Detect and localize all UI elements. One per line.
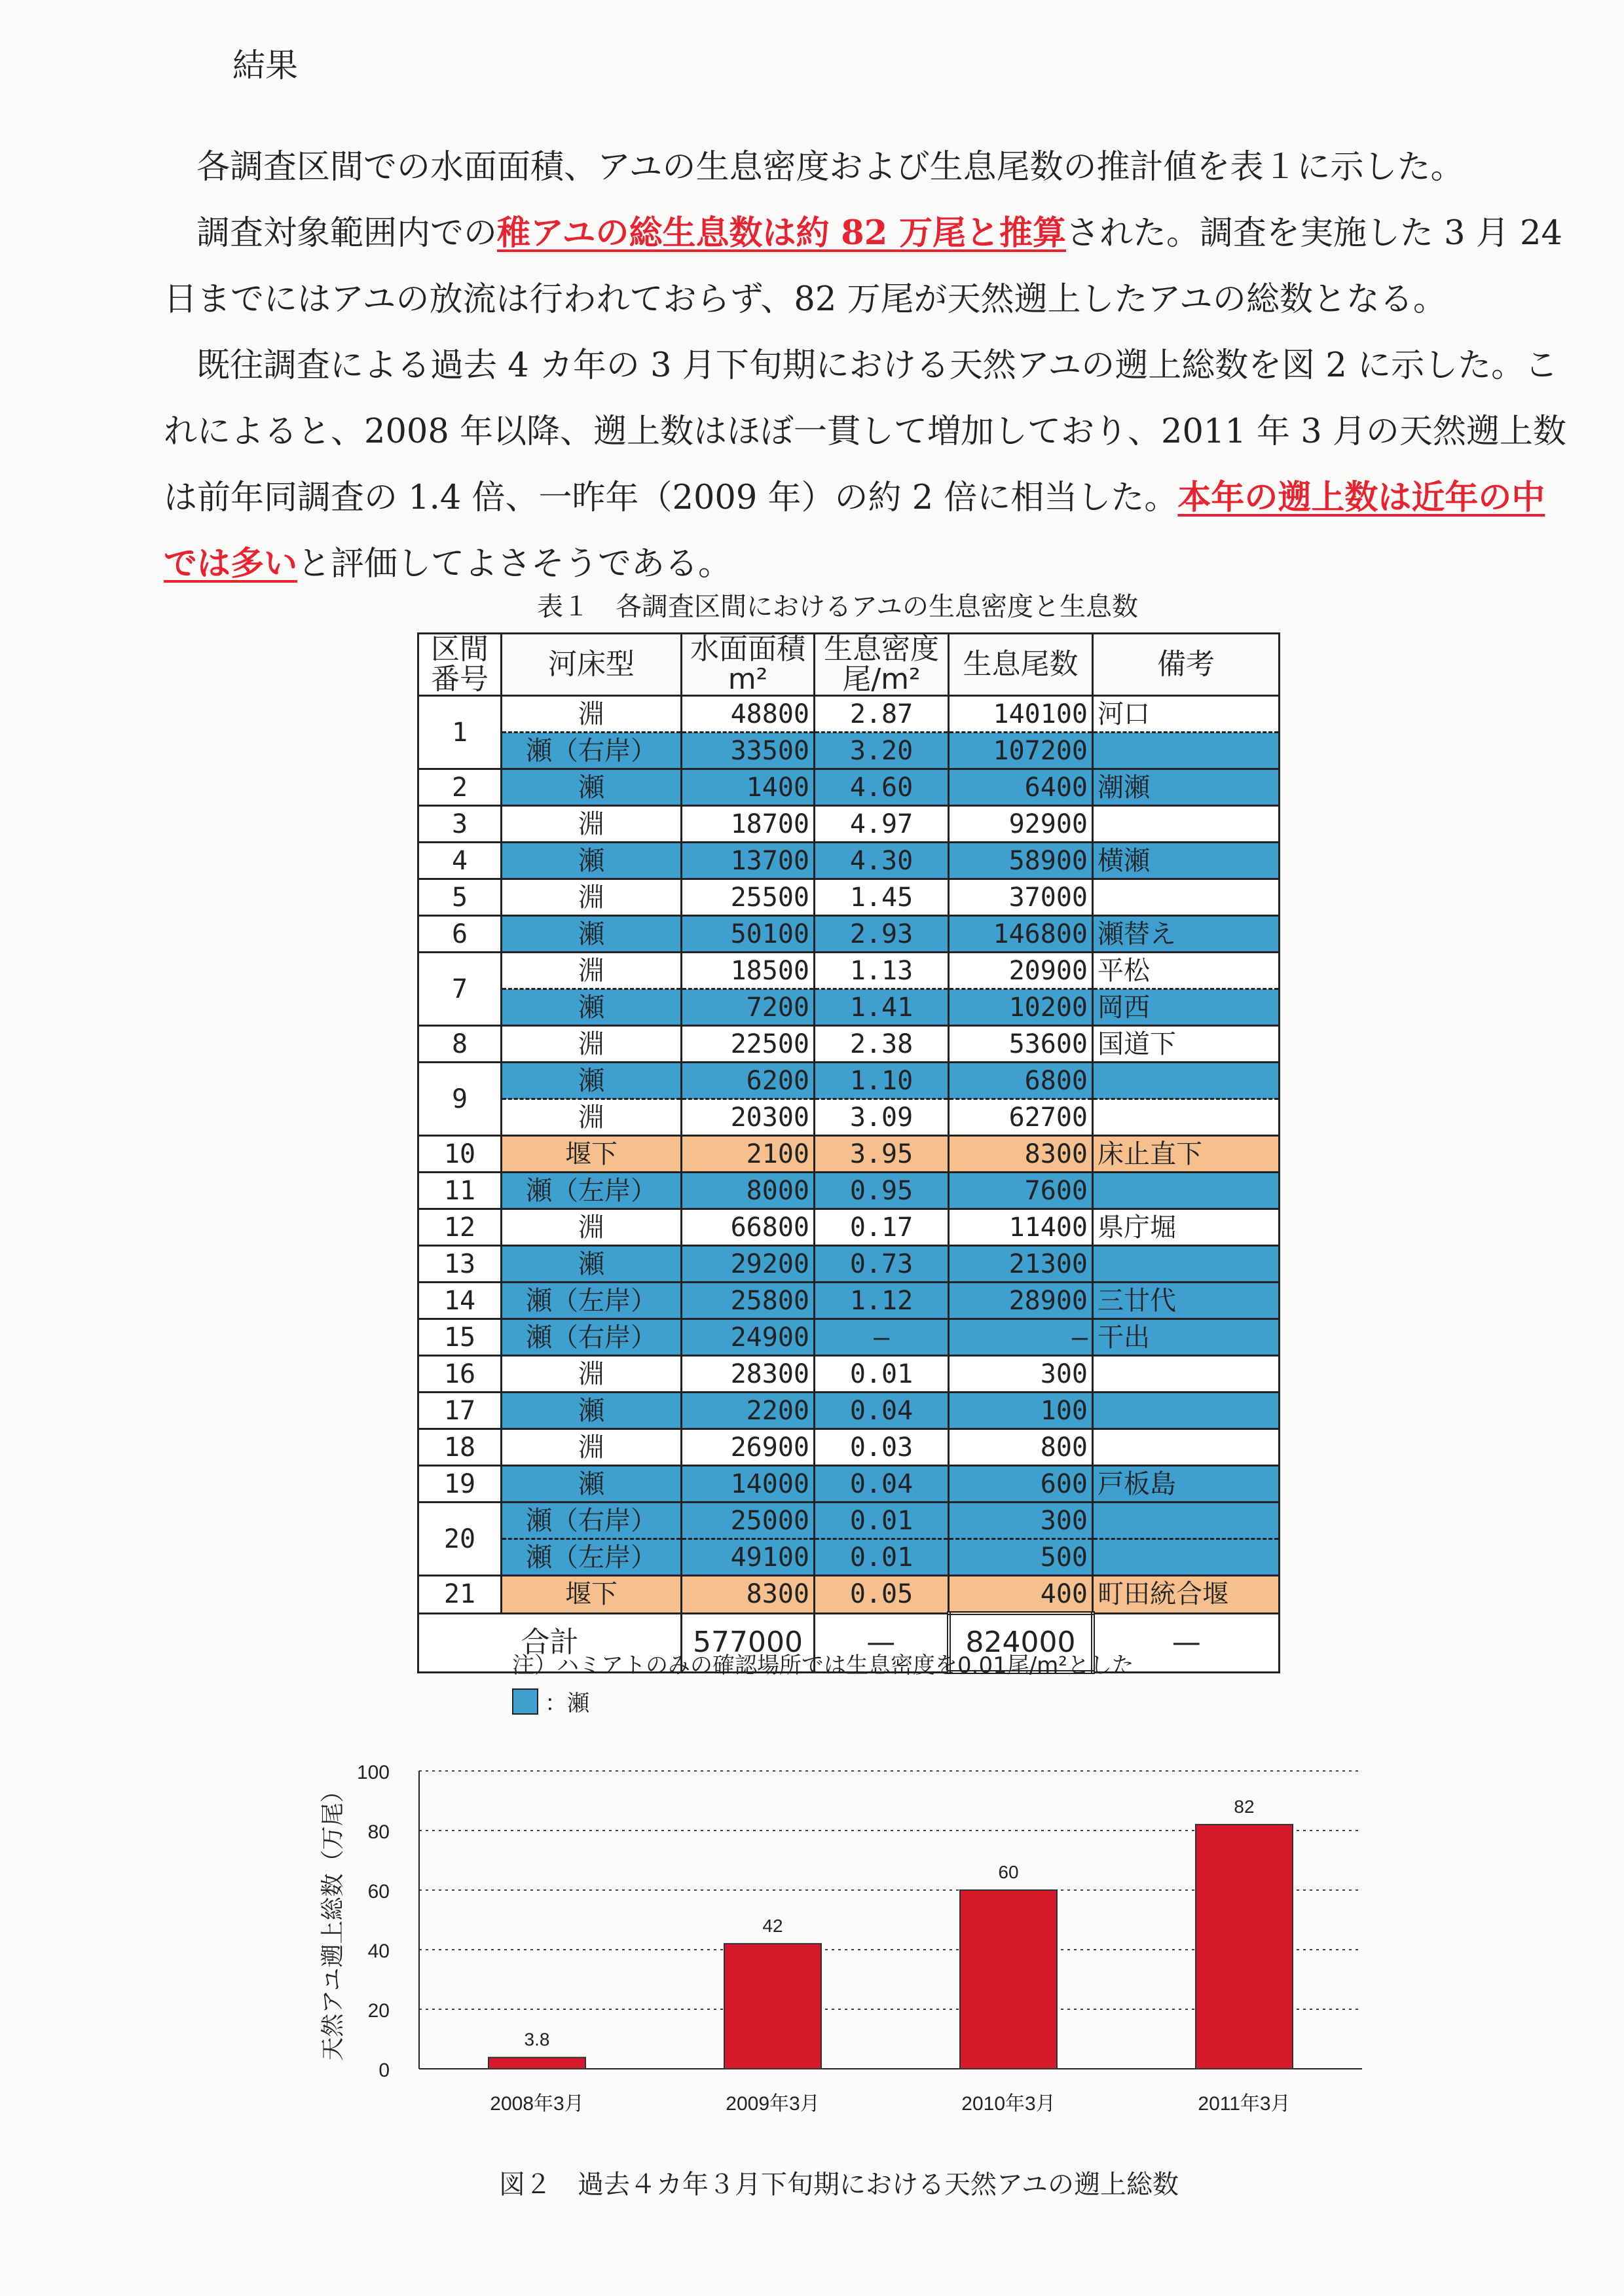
table-row	[418, 1209, 1280, 1246]
cell-density: 3.20	[815, 733, 949, 769]
cell-area: 18700	[682, 806, 815, 843]
cell-no: 13	[418, 1246, 502, 1283]
cell-type: 瀬	[502, 1063, 682, 1099]
cell-area: 6200	[682, 1063, 815, 1099]
x-tick-label: 2009年3月	[726, 2093, 820, 2115]
cell-density: 3.09	[815, 1099, 949, 1136]
cell-area: 66800	[682, 1209, 815, 1246]
data-table	[417, 632, 1280, 1674]
cell-type: 瀬（左岸）	[502, 1539, 682, 1576]
y-axis-label: 天然アユ遡上総数（万尾）	[320, 1779, 346, 2061]
y-tick-label: 60	[367, 1881, 390, 1903]
cell-type: 淵	[502, 1099, 682, 1136]
cell-note: 国道下	[1093, 1026, 1280, 1063]
cell-pop: 20900	[949, 953, 1093, 989]
cell-no: 5	[418, 879, 502, 916]
table-row	[418, 696, 1280, 733]
cell-type: 淵	[502, 1429, 682, 1466]
cell-density: 2.93	[815, 916, 949, 953]
cell-density: 2.38	[815, 1026, 949, 1063]
cell-density: 0.03	[815, 1429, 949, 1466]
cell-note: 岡西	[1093, 989, 1280, 1026]
table-row	[418, 1136, 1280, 1173]
bar	[1196, 1825, 1293, 2069]
table-caption: 表１ 各調査区間におけるアユの生息密度と生息数	[537, 592, 1138, 622]
cell-type: 堰下	[502, 1136, 682, 1173]
paragraph-2-text: 調査対象範囲内での	[196, 214, 498, 253]
cell-pop: 800	[949, 1429, 1093, 1466]
cell-area: 49100	[682, 1539, 815, 1576]
cell-type: 瀬	[502, 989, 682, 1026]
cell-density: 4.30	[815, 843, 949, 879]
cell-note: 町田統合堰	[1093, 1576, 1280, 1614]
table-row	[418, 916, 1280, 953]
table-row	[418, 769, 1280, 806]
data-label: 60	[998, 1862, 1019, 1882]
table-row	[418, 1283, 1280, 1319]
cell-area: 8000	[682, 1173, 815, 1209]
cell-pop: 37000	[949, 879, 1093, 916]
cell-density: 4.97	[815, 806, 949, 843]
table-row	[418, 1539, 1280, 1576]
cell-pop: 7600	[949, 1173, 1093, 1209]
paragraph-3-text: 既往調査による過去 4 カ年の 3 月下旬期における天然アユの遡上総数を図 2 に示した。これによると、2008 年以降、遡上数はほぼ一貫して増加しており、2011 年 3 月の天然遡上数は前年同調査の 1.4 倍、一昨年（2009 年）の約 2 倍に相当した。	[164, 346, 1566, 517]
cell-type: 瀬	[502, 1246, 682, 1283]
cell-area: 2200	[682, 1393, 815, 1429]
cell-area: 50100	[682, 916, 815, 953]
cell-note	[1093, 1099, 1280, 1136]
paragraph-3	[164, 333, 1572, 597]
cell-type: 淵	[502, 806, 682, 843]
total-area: 577000	[682, 1613, 815, 1672]
cell-type: 瀬	[502, 769, 682, 806]
cell-no: 17	[418, 1393, 502, 1429]
cell-type: 瀬	[502, 1466, 682, 1503]
cell-pop: 300	[949, 1503, 1093, 1539]
cell-area: 24900	[682, 1319, 815, 1356]
legend-label: ：瀬	[545, 1690, 589, 1717]
cell-pop: —	[949, 1319, 1093, 1356]
cell-area: 48800	[682, 696, 815, 733]
cell-no: 7	[418, 953, 502, 1026]
cell-no: 16	[418, 1356, 502, 1393]
cell-density: 4.60	[815, 769, 949, 806]
cell-type: 瀬（左岸）	[502, 1283, 682, 1319]
paragraph-3-highlight: 本年の遡上数は近年の中では多い	[164, 478, 1545, 583]
cell-pop: 100	[949, 1393, 1093, 1429]
cell-area: 26900	[682, 1429, 815, 1466]
cell-no: 21	[418, 1576, 502, 1614]
cell-pop: 6800	[949, 1063, 1093, 1099]
cell-note: 三廿代	[1093, 1283, 1280, 1319]
cell-pop: 10200	[949, 989, 1093, 1026]
cell-pop: 140100	[949, 696, 1093, 733]
header-density	[815, 634, 949, 696]
table-row	[418, 843, 1280, 879]
cell-note: 平松	[1093, 953, 1280, 989]
table-row	[418, 806, 1280, 843]
cell-note	[1093, 806, 1280, 843]
cell-type: 瀬	[502, 916, 682, 953]
cell-type: 淵	[502, 1209, 682, 1246]
cell-note	[1093, 1429, 1280, 1466]
cell-no: 8	[418, 1026, 502, 1063]
table-row	[418, 1246, 1280, 1283]
cell-pop: 8300	[949, 1136, 1093, 1173]
cell-type: 瀬	[502, 1393, 682, 1429]
cell-density: 0.95	[815, 1173, 949, 1209]
cell-note: 戸板島	[1093, 1466, 1280, 1503]
table-row	[418, 1026, 1280, 1063]
table-header-row	[418, 634, 1280, 696]
cell-area: 14000	[682, 1466, 815, 1503]
cell-density: 0.01	[815, 1356, 949, 1393]
bar-chart	[308, 1755, 1421, 2121]
cell-pop: 400	[949, 1576, 1093, 1614]
table-row	[418, 733, 1280, 769]
cell-area: 22500	[682, 1026, 815, 1063]
cell-density: 0.04	[815, 1393, 949, 1429]
table-row	[418, 1099, 1280, 1136]
cell-density: 0.01	[815, 1503, 949, 1539]
cell-density: 2.87	[815, 696, 949, 733]
cell-note	[1093, 1063, 1280, 1099]
table-footnote: 注）ハミアトのみの確認場所では生息密度を0.01尾/m²とした	[512, 1652, 1134, 1679]
cell-no: 18	[418, 1429, 502, 1466]
header-no: 区間番号	[418, 634, 502, 696]
cell-pop: 21300	[949, 1246, 1093, 1283]
cell-area: 7200	[682, 989, 815, 1026]
cell-pop: 28900	[949, 1283, 1093, 1319]
cell-density: 1.12	[815, 1283, 949, 1319]
cell-type: 淵	[502, 1026, 682, 1063]
total-density: —	[815, 1613, 949, 1672]
table-row	[418, 1356, 1280, 1393]
cell-no: 15	[418, 1319, 502, 1356]
cell-density: 0.01	[815, 1539, 949, 1576]
table-row	[418, 1466, 1280, 1503]
cell-area: 28300	[682, 1356, 815, 1393]
cell-type: 淵	[502, 696, 682, 733]
cell-note: 河口	[1093, 696, 1280, 733]
x-tick-label: 2008年3月	[490, 2093, 584, 2115]
y-tick-label: 40	[367, 1941, 390, 1962]
cell-note	[1093, 1173, 1280, 1209]
cell-pop: 300	[949, 1356, 1093, 1393]
total-label: 合計	[418, 1613, 682, 1672]
cell-pop: 53600	[949, 1026, 1093, 1063]
paragraph-2	[164, 200, 1572, 333]
cell-density: 0.73	[815, 1246, 949, 1283]
header-density-label: 生息密度	[824, 632, 939, 666]
data-label: 82	[1234, 1796, 1255, 1817]
cell-pop: 62700	[949, 1099, 1093, 1136]
y-tick-label: 20	[367, 2000, 390, 2022]
cell-area: 29200	[682, 1246, 815, 1283]
bar	[960, 1890, 1057, 2069]
header-area-unit: m²	[728, 663, 768, 696]
data-label: 3.8	[524, 2029, 550, 2050]
cell-type: 淵	[502, 1356, 682, 1393]
header-area	[682, 634, 815, 696]
cell-no: 6	[418, 916, 502, 953]
x-tick-label: 2011年3月	[1198, 2093, 1291, 2115]
cell-note: 横瀬	[1093, 843, 1280, 879]
cell-no: 2	[418, 769, 502, 806]
cell-density: 0.04	[815, 1466, 949, 1503]
table-body	[418, 696, 1280, 1614]
paragraph-3-text-end: と評価してよさそうである。	[297, 545, 732, 583]
cell-type: 淵	[502, 879, 682, 916]
cell-note	[1093, 879, 1280, 916]
cell-pop: 6400	[949, 769, 1093, 806]
paragraph-2-text-end: された。調査を実施した 3 月 24 日までにはアユの放流は行われておらず、82 万尾が天然遡上したアユの総数となる。	[164, 214, 1562, 319]
header-type: 河床型	[502, 634, 682, 696]
cell-pop: 11400	[949, 1209, 1093, 1246]
header-area-label: 水面面積	[690, 632, 805, 666]
cell-type: 瀬	[502, 843, 682, 879]
total-pop: 824000	[949, 1613, 1093, 1672]
cell-type: 瀬（左岸）	[502, 1173, 682, 1209]
cell-area: 20300	[682, 1099, 815, 1136]
paragraph-2-highlight: 稚アユの総生息数は約 82 万尾と推算	[497, 213, 1066, 253]
table-row	[418, 1503, 1280, 1539]
cell-area: 25000	[682, 1503, 815, 1539]
cell-note	[1093, 733, 1280, 769]
table-row	[418, 1319, 1280, 1356]
paragraph-1: 各調査区間での水面面積、アユの生息密度および生息尾数の推計値を表１に示した。	[196, 148, 1464, 187]
cell-note	[1093, 1246, 1280, 1283]
table-legend	[512, 1685, 589, 1717]
cell-type: 瀬（右岸）	[502, 1319, 682, 1356]
table-row	[418, 1393, 1280, 1429]
cell-no: 11	[418, 1173, 502, 1209]
cell-pop: 58900	[949, 843, 1093, 879]
cell-pop: 92900	[949, 806, 1093, 843]
cell-density: 1.10	[815, 1063, 949, 1099]
cell-no: 9	[418, 1063, 502, 1136]
cell-note	[1093, 1393, 1280, 1429]
section-heading: 結果	[232, 46, 298, 84]
cell-note	[1093, 1539, 1280, 1576]
cell-note: 瀬替え	[1093, 916, 1280, 953]
table-row	[418, 1063, 1280, 1099]
cell-area: 8300	[682, 1576, 815, 1614]
cell-note: 床止直下	[1093, 1136, 1280, 1173]
figure-caption: 図２ 過去４カ年３月下旬期における天然アユの遡上総数	[499, 2170, 1179, 2200]
cell-no: 19	[418, 1466, 502, 1503]
cell-density: 0.17	[815, 1209, 949, 1246]
table-row	[418, 1173, 1280, 1209]
cell-note: 県庁堀	[1093, 1209, 1280, 1246]
table-row	[418, 1576, 1280, 1614]
cell-area: 25800	[682, 1283, 815, 1319]
cell-density: —	[815, 1319, 949, 1356]
cell-note	[1093, 1356, 1280, 1393]
bar	[724, 1944, 821, 2069]
total-note: —	[1093, 1613, 1280, 1672]
cell-type: 瀬（右岸）	[502, 733, 682, 769]
table-row	[418, 1429, 1280, 1466]
cell-density: 1.45	[815, 879, 949, 916]
cell-no: 12	[418, 1209, 502, 1246]
cell-note	[1093, 1503, 1280, 1539]
cell-area: 18500	[682, 953, 815, 989]
cell-no: 14	[418, 1283, 502, 1319]
legend-swatch	[512, 1688, 538, 1715]
cell-area: 2100	[682, 1136, 815, 1173]
header-pop: 生息尾数	[949, 634, 1093, 696]
cell-area: 25500	[682, 879, 815, 916]
cell-area: 33500	[682, 733, 815, 769]
table-row	[418, 879, 1280, 916]
cell-pop: 146800	[949, 916, 1093, 953]
cell-note: 干出	[1093, 1319, 1280, 1356]
cell-area: 1400	[682, 769, 815, 806]
x-tick-label: 2010年3月	[961, 2093, 1056, 2115]
cell-no: 4	[418, 843, 502, 879]
cell-density: 1.13	[815, 953, 949, 989]
cell-type: 淵	[502, 953, 682, 989]
cell-type: 堰下	[502, 1576, 682, 1614]
header-density-unit: 尾/m²	[842, 663, 921, 696]
y-tick-label: 0	[378, 2060, 390, 2081]
cell-no: 10	[418, 1136, 502, 1173]
cell-no: 1	[418, 696, 502, 769]
data-label: 42	[762, 1915, 783, 1936]
cell-type: 瀬（右岸）	[502, 1503, 682, 1539]
header-note: 備考	[1093, 634, 1280, 696]
table-row	[418, 953, 1280, 989]
cell-density: 3.95	[815, 1136, 949, 1173]
bar	[489, 2058, 585, 2069]
cell-no: 3	[418, 806, 502, 843]
y-tick-label: 80	[367, 1821, 390, 1843]
cell-density: 1.41	[815, 989, 949, 1026]
cell-density: 0.05	[815, 1576, 949, 1614]
table-row	[418, 989, 1280, 1026]
cell-pop: 600	[949, 1466, 1093, 1503]
cell-area: 13700	[682, 843, 815, 879]
cell-no: 20	[418, 1503, 502, 1576]
cell-note: 潮瀬	[1093, 769, 1280, 806]
y-tick-label: 100	[356, 1762, 390, 1783]
cell-pop: 500	[949, 1539, 1093, 1576]
cell-pop: 107200	[949, 733, 1093, 769]
